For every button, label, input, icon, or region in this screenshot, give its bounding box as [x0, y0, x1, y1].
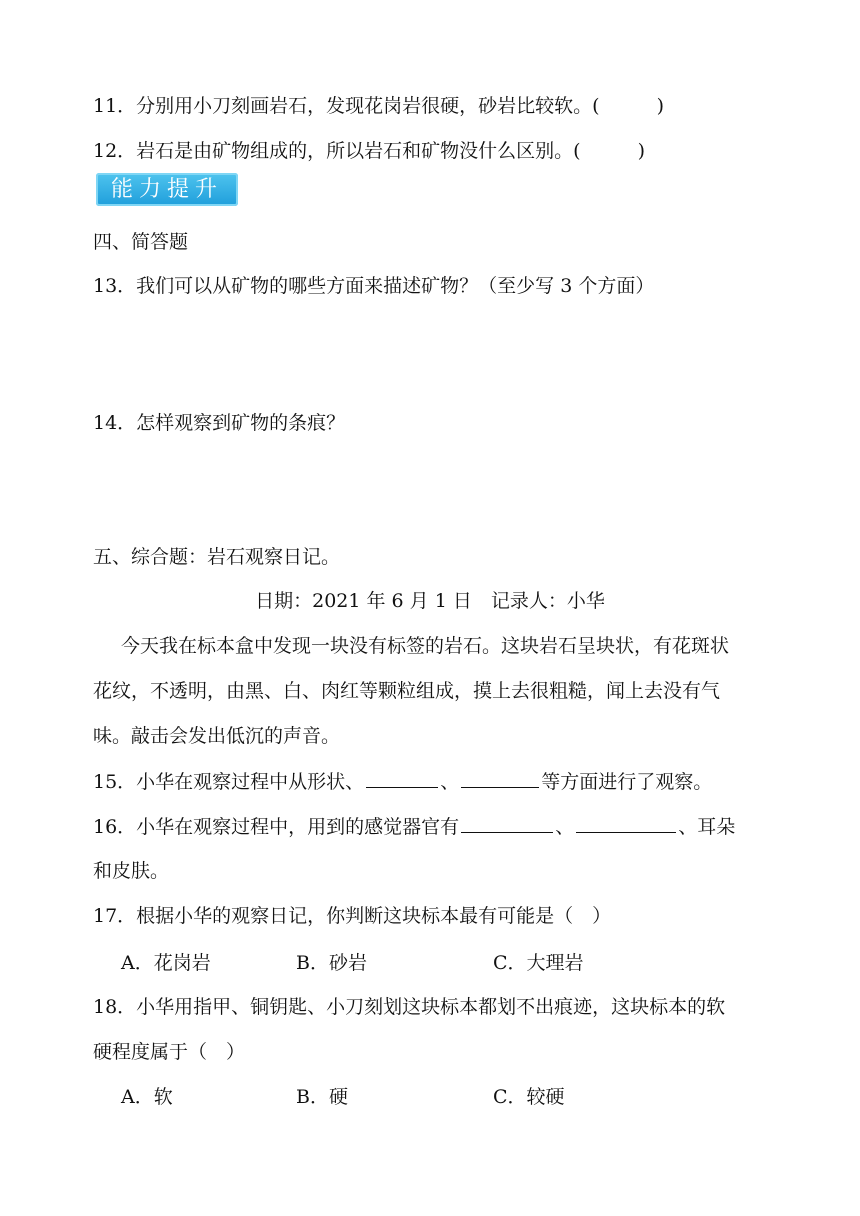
- section-5-heading: 五、综合题：岩石观察日记。: [93, 546, 341, 568]
- question-16-cont: 和皮肤。: [93, 860, 170, 882]
- diary-line-2: 花纹，不透明，由黑、白、肉红等颗粒组成，摸上去很粗糙，闻上去没有气: [93, 680, 721, 702]
- question-18-cont: 硬程度属于（ ）: [93, 1041, 246, 1063]
- q17-option-a[interactable]: A．花岗岩: [121, 952, 211, 974]
- q17-option-c[interactable]: C．大理岩: [493, 952, 584, 974]
- q15-sep: 、: [440, 771, 460, 793]
- q15-suffix: 等方面进行了观察。: [541, 771, 713, 793]
- q17-option-b[interactable]: B．砂岩: [296, 952, 367, 974]
- ability-badge: 能力提升: [96, 173, 238, 206]
- q15-blank-1[interactable]: [366, 767, 438, 788]
- question-14: 14．怎样观察到矿物的条痕？: [93, 412, 346, 434]
- q18-option-a[interactable]: A．软: [121, 1086, 173, 1108]
- q16-blank-1[interactable]: [461, 812, 553, 833]
- question-12: 12．岩石是由矿物组成的，所以岩石和矿物没什么区别。( ): [93, 140, 646, 162]
- q15-prefix: 15．小华在观察过程中从形状、: [93, 771, 365, 793]
- q16-prefix: 16．小华在观察过程中，用到的感觉器官有: [93, 816, 460, 838]
- q16-blank-2[interactable]: [576, 812, 676, 833]
- q16-sep: 、: [555, 816, 575, 838]
- q18-option-b[interactable]: B．硬: [296, 1086, 348, 1108]
- q15-blank-2[interactable]: [461, 767, 539, 788]
- question-13: 13．我们可以从矿物的哪些方面来描述矿物？（至少写 3 个方面）: [93, 275, 655, 297]
- question-16: [93, 812, 735, 841]
- question-17: 17．根据小华的观察日记，你判断这块标本最有可能是（ ）: [93, 905, 612, 927]
- question-18: 18．小华用指甲、铜钥匙、小刀刻划这块标本都划不出痕迹，这块标本的软: [93, 996, 726, 1018]
- q18-option-c[interactable]: C．较硬: [493, 1086, 565, 1108]
- question-11: 11．分别用小刀刻画岩石，发现花岗岩很硬，砂岩比较软。( ): [93, 95, 665, 117]
- diary-line-3: 味。敲击会发出低沉的声音。: [93, 725, 341, 747]
- diary-header: 日期：2021 年 6 月 1 日 记录人：小华: [255, 590, 605, 612]
- diary-line-1: 今天我在标本盒中发现一块没有标签的岩石。这块岩石呈块状，有花斑状: [121, 635, 730, 657]
- q16-suffix: 、耳朵: [678, 816, 736, 838]
- section-4-heading: 四、简答题: [93, 231, 189, 253]
- question-15: [93, 767, 712, 796]
